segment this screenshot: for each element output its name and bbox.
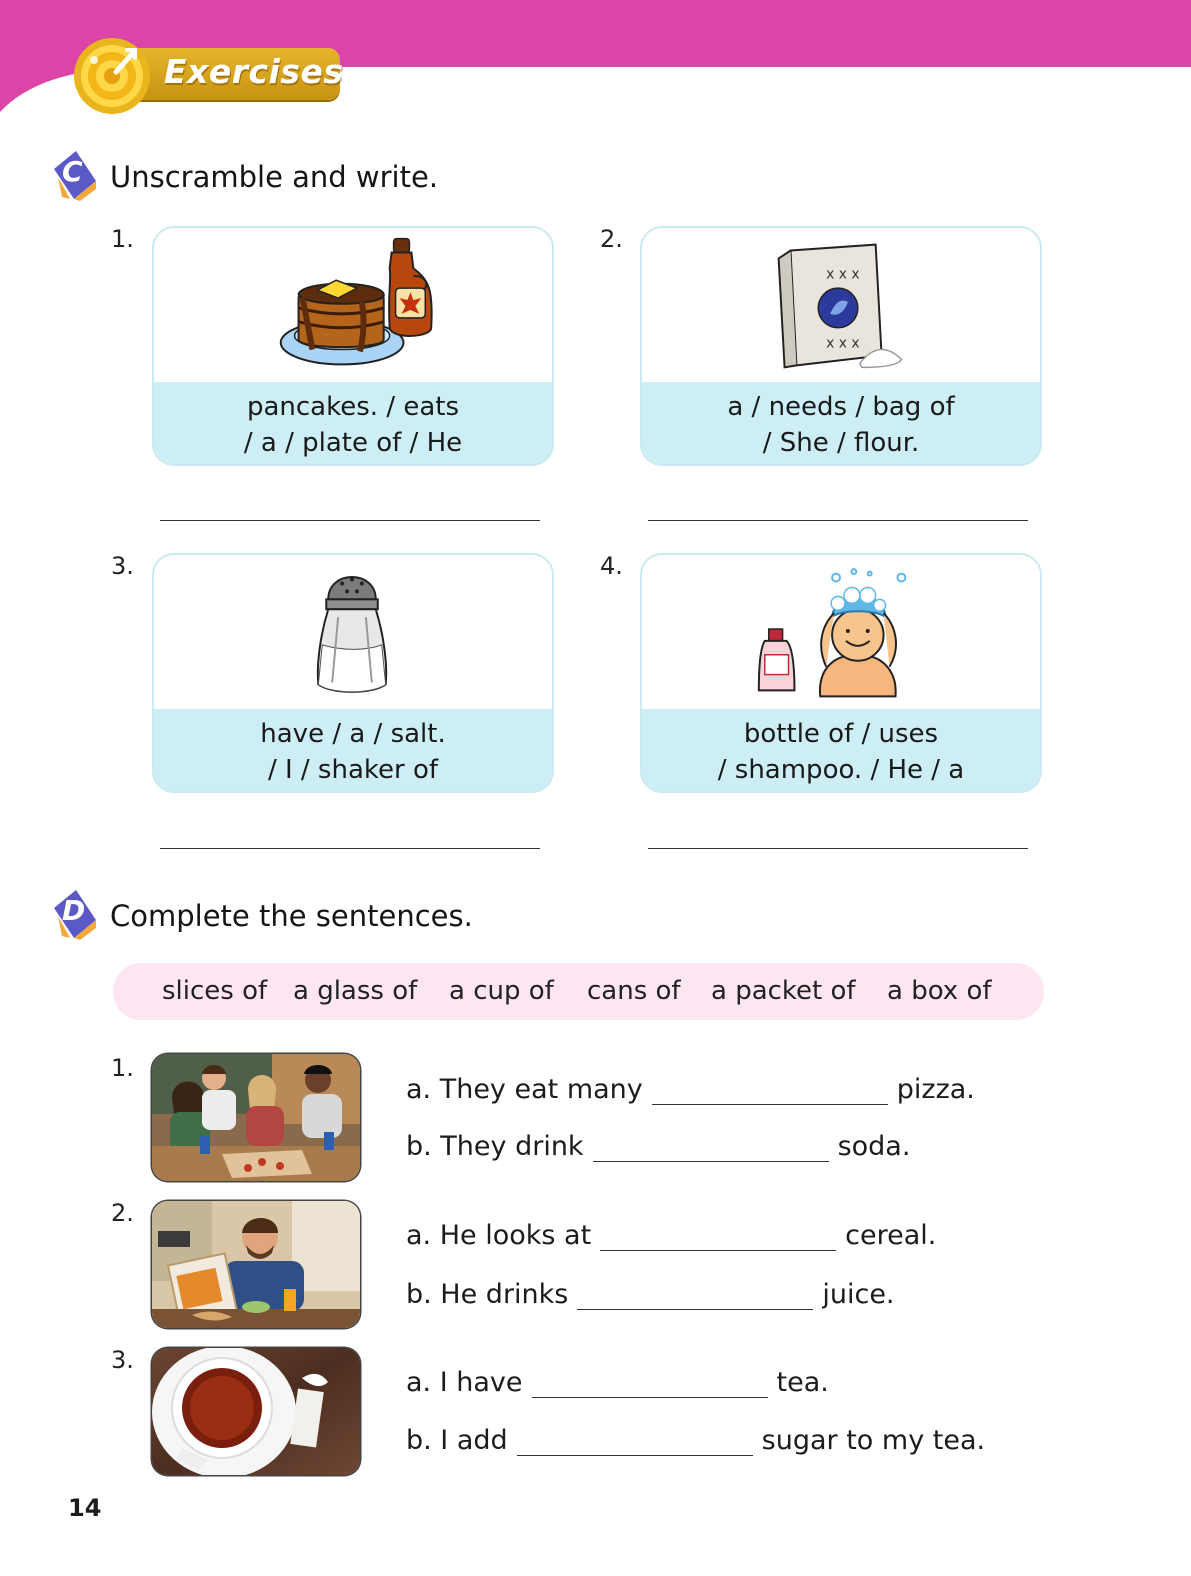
sentence-end: juice. xyxy=(822,1279,895,1310)
exercises-badge xyxy=(72,36,342,116)
scrambled-line-2: / shampoo. / He / a xyxy=(717,755,965,785)
word-bank-item: a glass of xyxy=(293,976,418,1006)
tea-cup-photo xyxy=(152,1348,360,1475)
sentence-end: tea. xyxy=(776,1367,829,1398)
scrambled-line-2: / a / plate of / He xyxy=(243,428,463,458)
scrambled-words xyxy=(154,382,552,466)
sentence-end: soda. xyxy=(837,1131,911,1162)
scrambled-words xyxy=(642,709,1040,793)
page-number: 14 xyxy=(68,1494,102,1522)
word-bank-item: a box of xyxy=(887,976,992,1006)
scrambled-line-2: / I / shaker of xyxy=(267,755,439,785)
pancakes-syrup-icon xyxy=(154,228,552,382)
unscramble-card xyxy=(640,553,1042,793)
scrambled-line-1: a / needs / bag of xyxy=(727,392,955,422)
word-bank-item: a packet of xyxy=(711,976,856,1006)
unscramble-card xyxy=(640,226,1042,466)
unscramble-card xyxy=(152,226,554,466)
sentence-start: b. I add xyxy=(406,1425,508,1456)
sentence-3a xyxy=(406,1367,829,1398)
answer-blank[interactable] xyxy=(577,1285,813,1310)
answer-line[interactable] xyxy=(648,520,1028,521)
word-bank-item: a cup of xyxy=(449,976,554,1006)
scrambled-line-1: pancakes. / eats xyxy=(246,392,460,422)
item-number: 1. xyxy=(111,225,134,253)
answer-blank[interactable] xyxy=(532,1373,768,1398)
answer-line[interactable] xyxy=(160,520,540,521)
item-number: 1. xyxy=(111,1054,134,1082)
sentence-start: a. I have xyxy=(406,1367,523,1398)
sentence-end: pizza. xyxy=(896,1074,975,1105)
scrambled-line-1: bottle of / uses xyxy=(743,719,939,749)
word-bank xyxy=(113,963,1044,1020)
target-medal-icon xyxy=(72,36,152,116)
sentence-start: b. They drink xyxy=(406,1131,584,1162)
section-c-marker xyxy=(50,147,102,203)
sentence-end: cereal. xyxy=(845,1220,937,1251)
unscramble-card xyxy=(152,553,554,793)
answer-line[interactable] xyxy=(160,848,540,849)
section-d-marker xyxy=(50,886,102,942)
svg-text:x x x: x x x xyxy=(826,335,860,352)
section-c-letter: C xyxy=(62,155,83,188)
section-c-title: Unscramble and write. xyxy=(110,160,439,194)
item-number: 2. xyxy=(600,225,623,253)
shampoo-boy-icon xyxy=(642,555,1040,709)
sentence-2a xyxy=(406,1220,936,1251)
flour-bag-icon xyxy=(642,228,1040,382)
sentence-2b xyxy=(406,1279,895,1310)
sentence-3b xyxy=(406,1425,985,1456)
sentence-1a xyxy=(406,1074,975,1105)
answer-blank[interactable] xyxy=(517,1431,753,1456)
sentence-1b xyxy=(406,1131,910,1162)
answer-blank[interactable] xyxy=(600,1226,836,1251)
word-bank-item: slices of xyxy=(162,976,268,1006)
section-d-letter: D xyxy=(62,894,86,927)
answer-blank[interactable] xyxy=(593,1137,829,1162)
salt-shaker-icon xyxy=(154,555,552,709)
answer-blank[interactable] xyxy=(652,1080,888,1105)
answer-line[interactable] xyxy=(648,848,1028,849)
word-bank-item: cans of xyxy=(587,976,681,1006)
item-number: 2. xyxy=(111,1199,134,1227)
section-d-title: Complete the sentences. xyxy=(110,899,473,933)
exercises-label: Exercises xyxy=(164,52,344,91)
sentence-start: b. He drinks xyxy=(406,1279,569,1310)
scrambled-line-2: / She / flour. xyxy=(762,428,920,458)
scrambled-words xyxy=(154,709,552,793)
scrambled-words xyxy=(642,382,1040,466)
scrambled-line-1: have / a / salt. xyxy=(260,719,446,749)
sentence-start: a. They eat many xyxy=(406,1074,643,1105)
svg-text:x x x: x x x xyxy=(826,266,860,283)
item-number: 4. xyxy=(600,552,623,580)
sentence-end: sugar to my tea. xyxy=(761,1425,986,1456)
friends-pizza-photo xyxy=(152,1054,360,1181)
item-number: 3. xyxy=(111,1346,134,1374)
item-number: 3. xyxy=(111,552,134,580)
sentence-start: a. He looks at xyxy=(406,1220,592,1251)
man-cereal-photo xyxy=(152,1201,360,1328)
